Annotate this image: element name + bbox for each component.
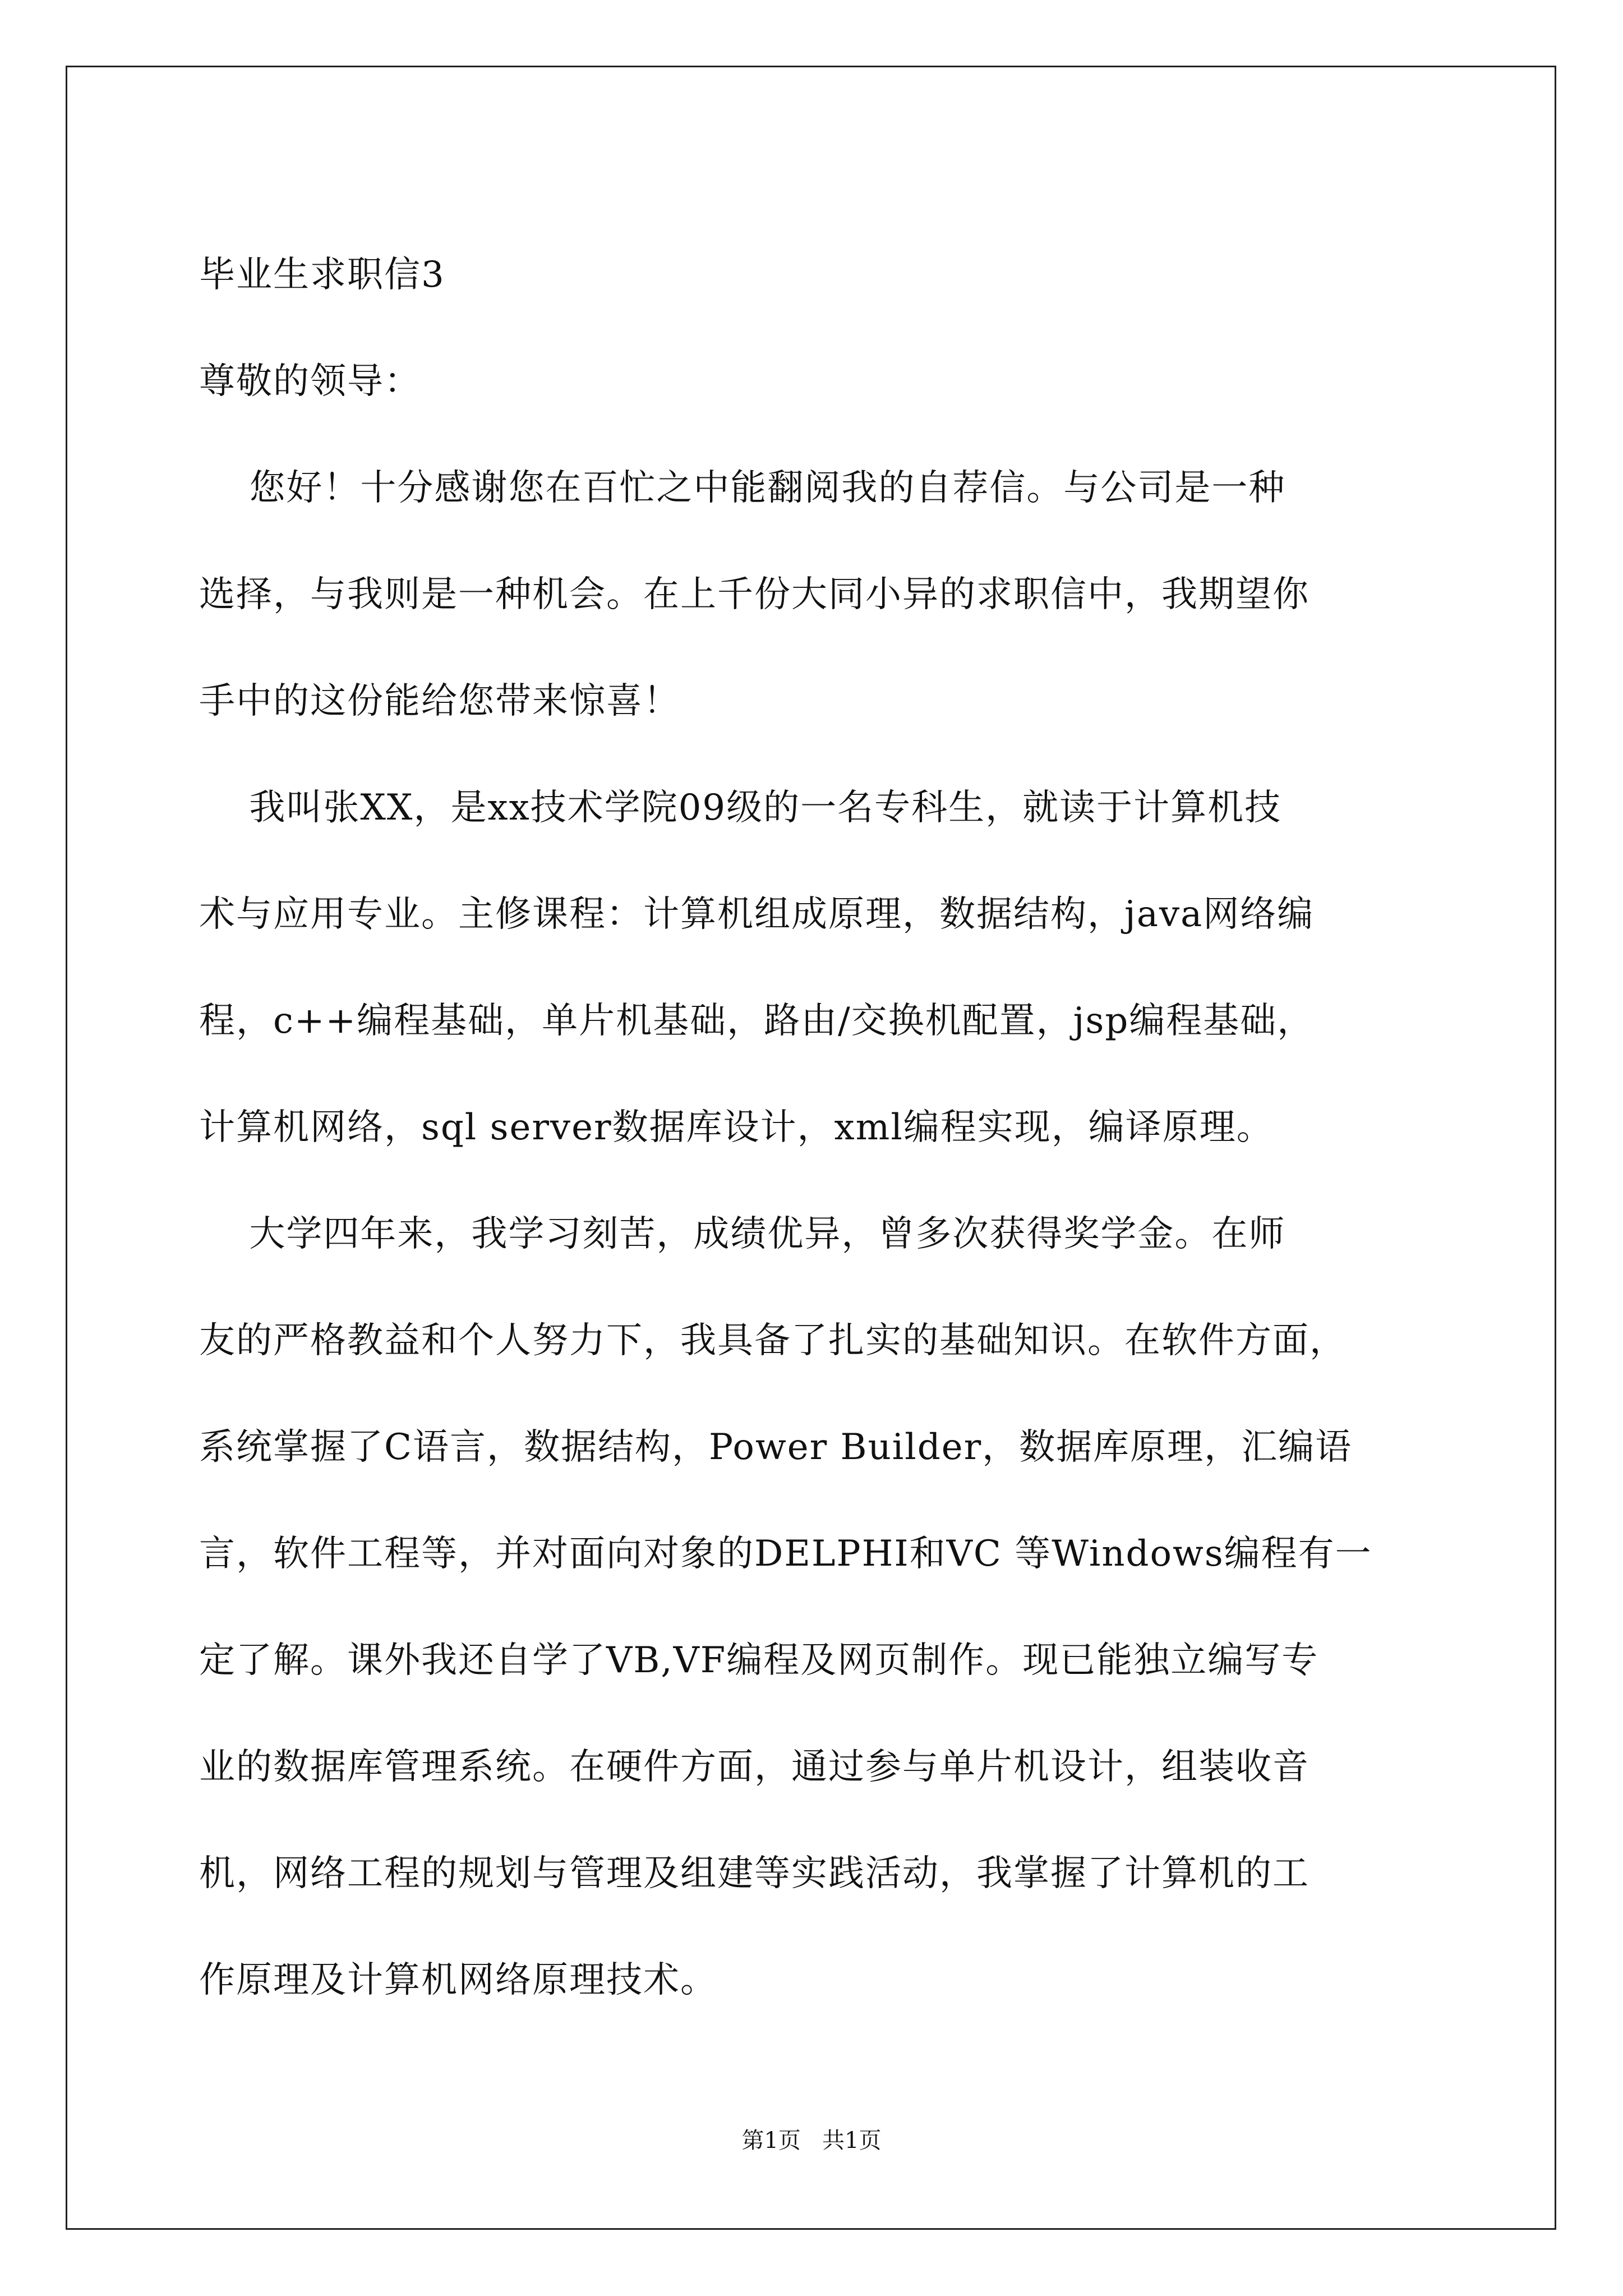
- page-number: 第1页 共1页: [741, 2128, 882, 2154]
- body-line-10: 系统掌握了C语言，数据结构，Power Builder，数据库原理，汇编语: [199, 1427, 1353, 1468]
- body-line-1: 您好！十分感谢您在百忙之中能翻阅我的自荐信。与公司是一种: [199, 467, 1286, 509]
- body-line-3: 手中的这份能给您带来惊喜！: [199, 680, 680, 722]
- body-line-2: 选择，与我则是一种机会。在上千份大同小异的求职信中，我期望你: [199, 574, 1310, 615]
- salutation: 尊敬的领导：: [199, 361, 421, 402]
- body-line-13: 业的数据库管理系统。在硬件方面，通过参与单片机设计，组装收音: [199, 1746, 1310, 1788]
- body-line-4: 我叫张XX，是xx技术学院09级的一名专科生，就读于计算机技: [199, 787, 1282, 829]
- body-line-6: 程，c++编程基础，单片机基础，路由/交换机配置，jsp编程基础，: [199, 1000, 1315, 1042]
- body-line-5: 术与应用专业。主修课程：计算机组成原理，数据结构，java网络编: [199, 894, 1315, 935]
- body-line-9: 友的严格教益和个人努力下，我具备了扎实的基础知识。在软件方面，: [199, 1320, 1347, 1361]
- letter-body: [199, 222, 1424, 2033]
- body-line-15: 作原理及计算机网络原理技术。: [199, 1959, 717, 2001]
- body-line-11: 言，软件工程等，并对面向对象的DELPHI和VC 等Windows编程有一: [199, 1533, 1372, 1575]
- body-line-7: 计算机网络，sql server数据库设计，xml编程实现，编译原理。: [199, 1107, 1274, 1148]
- body-line-8: 大学四年来，我学习刻苦，成绩优异，曾多次获得奖学金。在师: [199, 1213, 1286, 1255]
- document-title: 毕业生求职信3: [199, 254, 445, 296]
- body-line-12: 定了解。课外我还自学了VB,VF编程及网页制作。现已能独立编写专: [199, 1640, 1319, 1681]
- body-line-14: 机，网络工程的规划与管理及组建等实践活动，我掌握了计算机的工: [199, 1853, 1310, 1894]
